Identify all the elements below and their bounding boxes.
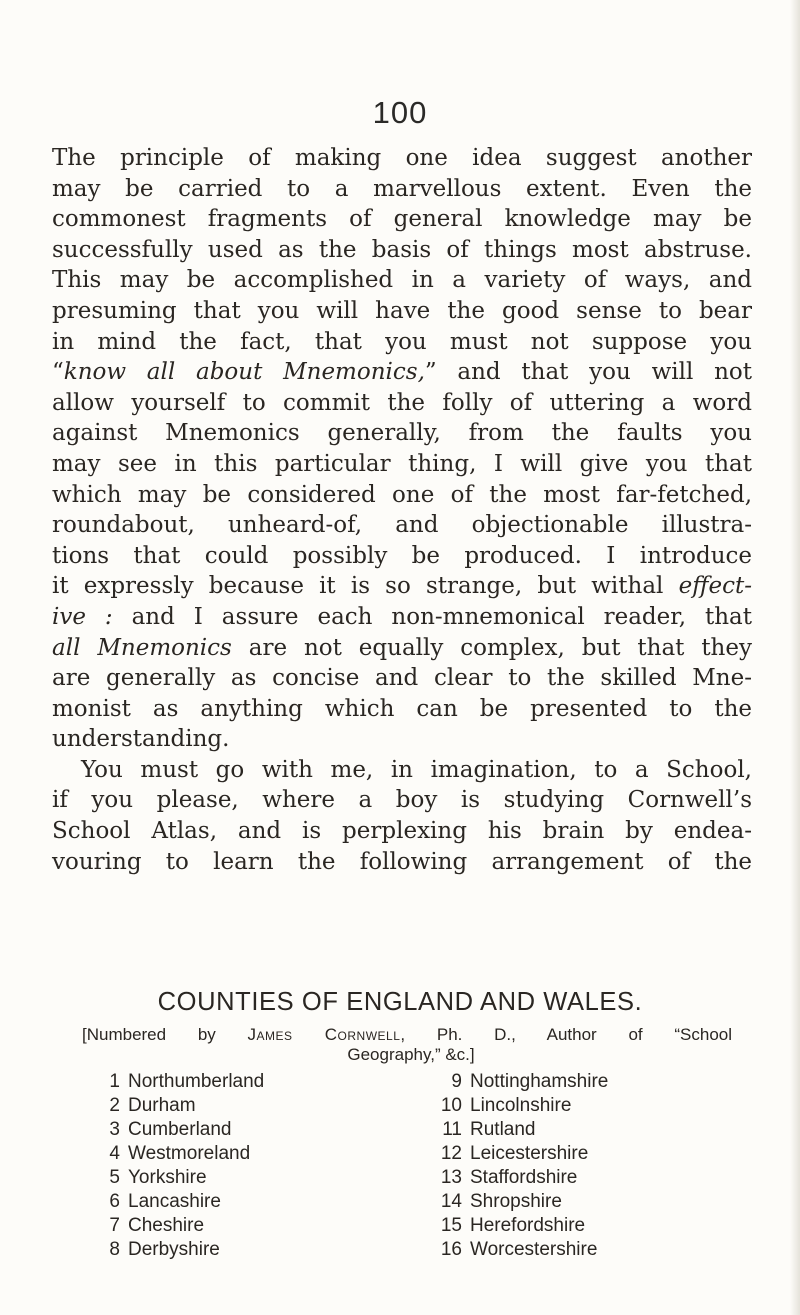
item-number: 11 [442,1119,462,1140]
item-number: 3 [109,1119,120,1140]
italic-phrase: all Mnemonics [52,634,232,661]
text-line: tions that could possibly be produced. I introduce [52,542,752,569]
section-heading: COUNTIES OF ENGLAND AND WALES. [157,988,643,1016]
text-line: successfully used as the basis of things most abstruse. [52,236,752,263]
county-name: Northumberland [128,1071,265,1092]
item-number: 14 [440,1191,462,1212]
item-number: 7 [109,1215,120,1236]
text-line: allow yourself to commit the folly of uttering a word [52,389,752,416]
page-number: 100 [372,95,428,130]
list-item [98,1238,220,1262]
county-name: Lincolnshire [470,1095,572,1116]
text-line: may be carried to a marvellous extent. Even the [52,175,752,202]
item-number: 6 [109,1191,120,1212]
note-prefix: [Numbered by [82,1025,248,1044]
list-item [98,1214,204,1238]
note-line: Geography,” &c.] [347,1045,475,1064]
list-item [440,1190,562,1214]
list-item [440,1214,585,1238]
item-number: 13 [440,1167,462,1188]
text-line: understanding. [52,726,230,753]
text-line: may see in this particular thing, I will give you that [52,450,752,477]
line-rest: ” and that you will not [424,359,753,386]
text-line [52,633,752,664]
list-item [98,1070,264,1094]
item-number: 8 [109,1239,120,1260]
text-line: roundabout, unheard-of, and objectionable illustra- [52,512,752,539]
text-line: monist as anything which can be presented to the [52,695,752,722]
item-number: 5 [109,1167,120,1188]
text-line: in mind the fact, that you must not suppose you [52,328,752,355]
text-line [52,357,752,388]
list-item [98,1142,250,1166]
county-name: Westmoreland [128,1143,251,1164]
text-line [52,571,752,602]
text-line: The principle of making one idea suggest another [52,145,752,171]
county-name: Leicestershire [470,1143,589,1164]
italic-phrase: ive : [52,603,113,630]
list-item [98,1118,232,1142]
body-paragraph [52,143,752,877]
note-middle: , Ph. D., Author of “School [400,1025,733,1044]
text-line: are generally as concise and clear to the skilled Mne- [52,665,752,692]
page-edge-shadow [790,0,800,1315]
item-number: 1 [109,1071,120,1092]
list-item [440,1166,577,1190]
county-name: Shropshire [470,1191,562,1212]
list-item [440,1094,571,1118]
text-line: which may be considered one of the most far-fetched, [52,481,752,508]
county-name: Herefordshire [470,1215,586,1236]
text-line: vouring to learn the following arrangement of the [52,848,752,875]
county-name: Derbyshire [128,1239,220,1260]
county-name: Cheshire [128,1215,205,1236]
author-name: James Cornwell [247,1025,401,1044]
list-item [98,1166,207,1190]
item-number: 12 [440,1143,462,1164]
line-start: it expressly because it is so strange, but withal [52,573,679,600]
text-line: commonest fragments of general knowledge may be [52,206,752,233]
attribution-note [82,1025,732,1065]
open-quote: “ [52,359,64,386]
text-line: presuming that you will have the good sense to bear [52,297,752,324]
item-number: 10 [440,1095,462,1116]
list-item [440,1238,597,1262]
item-number: 9 [451,1071,462,1092]
list-item [440,1142,588,1166]
text-line: You must go with me, in imagination, to a School, [81,756,752,783]
list-item [440,1070,608,1094]
county-name: Nottinghamshire [470,1071,609,1092]
text-line: School Atlas, and is perplexing his brain by endea- [52,818,752,845]
list-item [98,1094,196,1118]
county-name: Cumberland [128,1119,232,1140]
text-line: against Mnemonics generally, from the faults you [52,420,752,447]
item-number: 16 [440,1239,462,1260]
text-line: This may be accomplished in a variety of ways, and [52,267,752,294]
county-name: Worcestershire [470,1239,598,1260]
italic-phrase: effect- [678,573,752,600]
italic-phrase: know all about Mnemonics, [63,359,425,386]
text-line: if you please, where a boy is studying Cornwell’s [52,787,752,814]
line-rest: are not equally complex, but that they [231,634,752,661]
county-name: Rutland [470,1119,536,1140]
item-number: 2 [109,1095,120,1116]
item-number: 4 [109,1143,120,1164]
list-item [440,1118,536,1142]
item-number: 15 [440,1215,462,1236]
county-name: Staffordshire [470,1167,578,1188]
list-item [98,1190,221,1214]
county-name: Durham [128,1095,196,1116]
line-rest: and I assure each non-mnemonical reader, that [112,603,752,630]
county-name: Yorkshire [128,1167,207,1188]
note-line [82,1025,732,1045]
text-line [52,602,752,633]
county-name: Lancashire [128,1191,221,1212]
